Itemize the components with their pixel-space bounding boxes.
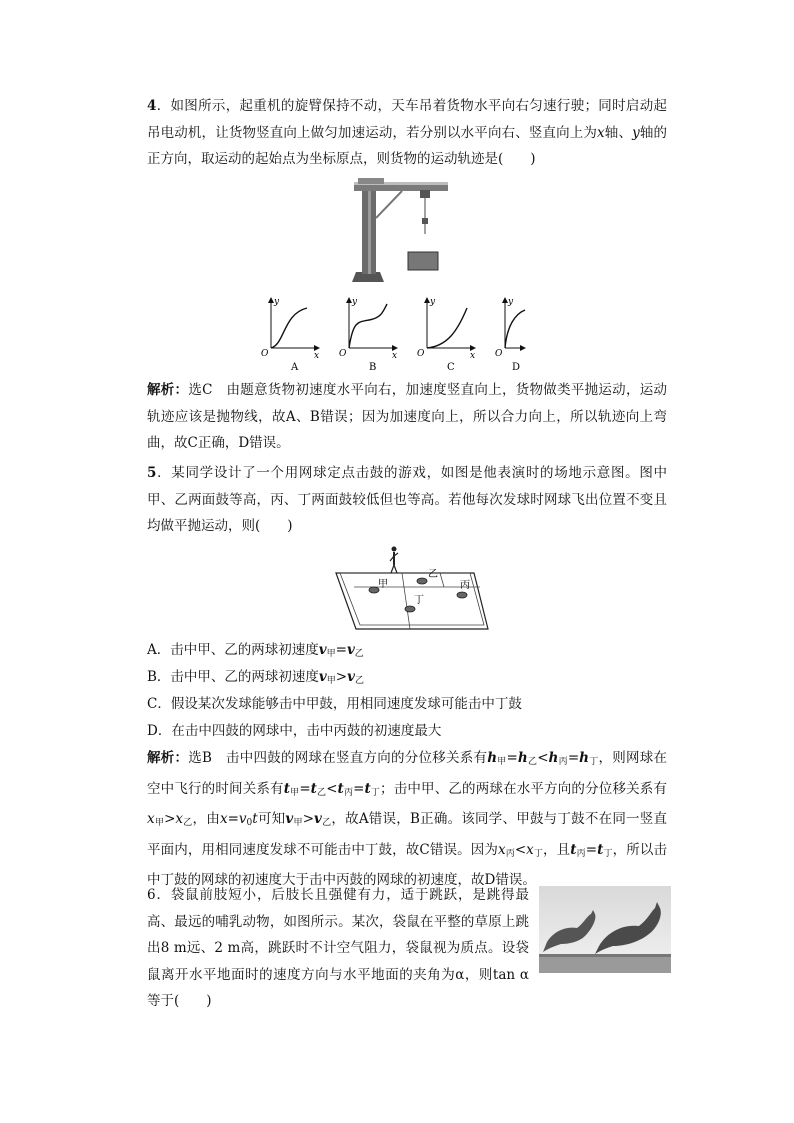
q4-analysis: 解析：选C 由题意货物初速度水平向右，加速度竖直向上，货物做类平抛运动，运动轨迹应该是抛物线，故A、B错误；因为加速度向上，所以合力向上，所以轨迹向上弯曲，故C正确，D错误。 (147, 382, 667, 451)
q5-option-a: A．击中甲、乙的两球初速度$v_甲=v_乙$ (147, 642, 364, 659)
drum-ding (405, 606, 415, 612)
graph-c (417, 297, 475, 373)
q5-analysis-label: 解析： (147, 750, 189, 766)
graph-d-origin: O (495, 349, 503, 359)
graph-b-y-label: y (352, 297, 358, 307)
q4-option-graphs (257, 292, 527, 374)
graph-b-origin: O (339, 349, 347, 359)
graph-c-y-label: y (430, 297, 436, 307)
graph-b-label: B (369, 362, 377, 373)
drum-label-ding: 丁 (414, 595, 424, 606)
graph-c-x-label: x (470, 351, 476, 361)
graph-a-x-label: x (314, 351, 320, 361)
graph-a (261, 297, 319, 373)
graph-b-x-label: x (392, 351, 398, 361)
graph-c-origin: O (417, 349, 425, 359)
graph-a-y-label: y (274, 297, 280, 307)
q4-analysis-label: 解析： (147, 382, 189, 398)
q4-stem: 4．如图所示，起重机的旋臂保持不动，天车吊着货物水平向右匀速行驶；同时启动起吊电动机，让货物竖直向上做匀加速运动，若分别以水平向右、竖直向上为x轴、y轴的正方向，取运动的起始点为坐标原点，则货物的运动轨迹是( ) (147, 98, 668, 167)
q5-analysis: 解析：选B 击中四鼓的网球在竖直方向的分位移关系有$h_甲=h_乙<h_丙=h_丁$，则网球在空中飞行的时间关系有$t_甲=t_乙<t_丙=t_丁$；击中甲、乙的两球在水平方向的分位移关系有$x_甲>x_乙$，由$x=v_0t$可知$v_甲>v_乙$，故A错误，B正确。该同学、甲鼓与丁鼓不在同一竖直平面内，用相同速度发球不可能击中丁鼓，故C错误。因为$x_丙<x_丁$，且$t_丙=t_丁$，所以击中丁鼓的网球的初速度大于击中丙鼓的网球的初速度，故D错误。 (147, 750, 668, 888)
graph-c-label: C (447, 362, 455, 373)
q5-option-c: C．假设某次发球能够击中甲鼓，用相同速度发球可能击中丁鼓 (147, 696, 522, 712)
court-figure (332, 543, 492, 633)
q5-option-d: D．在击中四鼓的网球中，击中丙鼓的初速度最大 (147, 723, 442, 739)
drum-label-yi: 乙 (428, 569, 438, 580)
q6-stem: 6．袋鼠前肢短小，后肢长且强健有力，适于跳跃，是跳得最高、最远的哺乳动物，如图所示。某次，袋鼠在平整的草原上跳出8 m远、2 m高，跳跃时不计空气阻力，袋鼠视为质点。设袋鼠离开水平地面时的速度方向与水平地面的夹角为α，则tan α等于( ) (147, 887, 529, 1009)
q5-stem: 5．某同学设计了一个用网球定点击鼓的游戏，如图是他表演时的场地示意图。图中甲、乙两面鼓等高，丙、丁两面鼓较低但也等高。若他每次发球时网球飞出位置不变且均做平抛运动，则( ) (147, 465, 667, 534)
drum-label-bing: 丙 (460, 580, 470, 591)
drum-bing (457, 592, 467, 598)
graph-d-label: D (512, 362, 521, 373)
drum-yi (417, 578, 427, 584)
q5-option-b: B．击中甲、乙的两球初速度$v_甲>v_乙$ (147, 669, 364, 686)
kangaroo-photo (539, 886, 671, 973)
drum-label-jia: 甲 (378, 579, 388, 590)
graph-b (339, 297, 397, 373)
graph-d-y-label: y (508, 297, 514, 307)
graph-a-origin: O (261, 349, 269, 359)
graph-a-label: A (291, 362, 299, 373)
crane-figure (346, 178, 450, 286)
graph-d (495, 297, 525, 373)
